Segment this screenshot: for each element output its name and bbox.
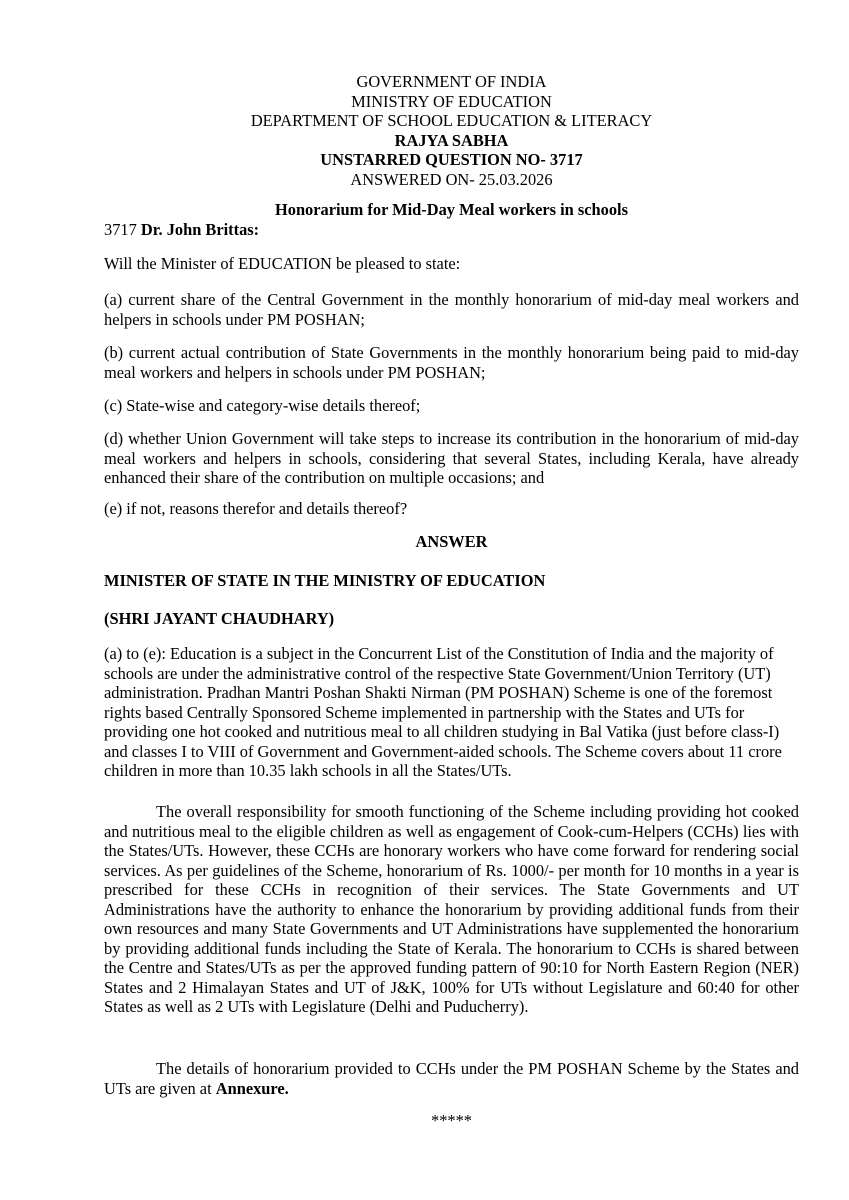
- annexure-reference-text: The details of honorarium provided to CCHs under the PM POSHAN Scheme by the States and UTs are given at: [104, 1059, 799, 1098]
- question-part-c: (c) State-wise and category-wise details thereof;: [104, 396, 421, 415]
- answer-heading: ANSWER: [415, 532, 488, 551]
- header-answer-date: ANSWERED ON- 25.03.2026: [350, 169, 553, 189]
- question-intro: Will the Minister of EDUCATION be pleased to state:: [104, 254, 461, 273]
- header-block: [104, 72, 799, 189]
- member-name: Dr. John Brittas:: [140, 220, 260, 239]
- question-number: 3717: [104, 220, 137, 239]
- answer-paragraph-1: (a) to (e): Education is a subject in the Concurrent List of the Constitution of India and the majority of schools are under the administrative control of the respective State Government/Union Territory (UT) administration. Pradhan Mantri Poshan Shakti Nirman (PM POSHAN) Scheme is one of the foremost rights based Centrally Sponsored Scheme implemented in partnership with the States and UTs for providing one hot cooked and nutritious meal to all children studying in Bal Vatika (just before class-I) and classes I to VIII of Government and Government-aided schools. The Scheme covers about 11 crore children in more than 10.35 lakh schools in all the States/UTs.: [104, 644, 782, 780]
- header-ministry: MINISTRY OF EDUCATION: [351, 91, 552, 111]
- minister-name: (SHRI JAYANT CHAUDHARY): [104, 609, 335, 628]
- annexure-label: Annexure.: [215, 1078, 289, 1098]
- question-part-d: (d) whether Union Government will take steps to increase its contribution in the honorarium of mid-day meal workers and helpers in schools, considering that several States, including Kerala, have already enhanced their share of the contribution on multiple occasions; and: [104, 429, 799, 487]
- minister-title: MINISTER OF STATE IN THE MINISTRY OF EDUCATION: [104, 571, 546, 590]
- header-government: GOVERNMENT OF INDIA: [356, 72, 547, 91]
- answer-paragraph-2: The overall responsibility for smooth functioning of the Scheme including providing hot cooked and nutritious meal to the eligible children as well as engagement of Cook-cum-Helpers (CCHs) lies with the States/UTs. However, these CCHs are honorary workers who have come forward for rendering social services. As per guidelines of the Scheme, honorarium of Rs. 1000/- per month for 10 months in a year is prescribed for these CCHs in recognition of their services. The State Governments and UT Administrations have the authority to enhance the honorarium by providing additional funds from their own resources and many State Governments and UT Administrations have supplemented the honorarium by providing additional funds including the State of Kerala. The honorarium to CCHs is shared between the Centre and States/UTs as per the approved funding pattern of 90:10 for North Eastern Region (NER) States and 2 Himalayan States and UT of J&K, 100% for UTs without Legislature and 60:40 for other States as well as 2 UTs with Legislature (Delhi and Puducherry).: [104, 802, 799, 1016]
- answer-paragraph-3: [104, 1059, 799, 1098]
- question-part-e: (e) if not, reasons therefor and details thereof?: [104, 499, 408, 518]
- question-part-a: (a) current share of the Central Government in the monthly honorarium of mid-day meal workers and helpers in schools under PM POSHAN;: [104, 290, 799, 329]
- question-part-b: (b) current actual contribution of State Governments in the monthly honorarium being paid to mid-day meal workers and helpers in schools under PM POSHAN;: [104, 343, 799, 382]
- header-house: RAJYA SABHA: [394, 130, 509, 150]
- question-asker: [104, 220, 799, 240]
- end-mark: *****: [431, 1111, 472, 1130]
- header-department: DEPARTMENT OF SCHOOL EDUCATION & LITERACY: [250, 111, 653, 130]
- header-question-number: UNSTARRED QUESTION NO- 3717: [320, 150, 583, 169]
- question-title: Honorarium for Mid-Day Meal workers in schools: [275, 200, 628, 219]
